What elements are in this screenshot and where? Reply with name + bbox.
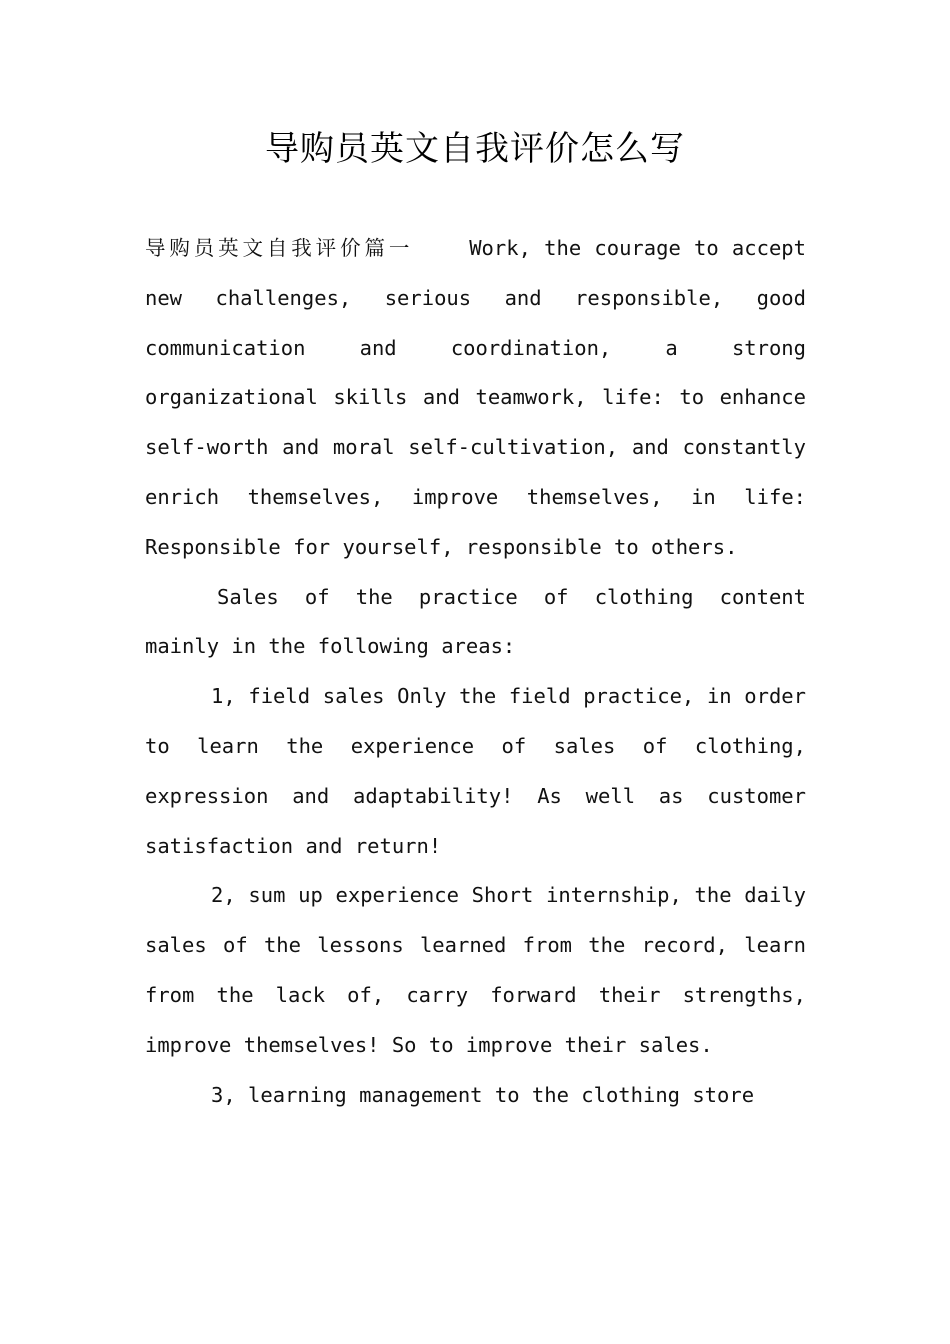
list-item-learning-management: 3, learning management to the clothing store <box>211 1082 755 1107</box>
document-title: 导购员英文自我评价怎么写 <box>265 129 685 169</box>
list-item-field-sales: 1, field sales Only the field practice, in order to learn the experience of sales of clothing, expression and adaptability! As well as customer satisfaction and return! <box>145 684 806 858</box>
document-body <box>145 224 806 1120</box>
list-item-sum-up-experience: 2, sum up experience Short internship, the daily sales of the lessons learned from the record, learn from the lack of, carry forward their strengths, improve themselves! So to improve their sales. <box>145 883 806 1057</box>
paragraph-sales-practice: Sales of the practice of clothing content mainly in the following areas: <box>145 584 806 659</box>
paragraph-text: Work, the courage to accept new challenges, serious and responsible, good communication and coordination, a strong organizational skills and teamwork, life: to enhance self-worth and moral self-cultivation, and constantly enrich themselves, improve themselves, in life: Responsible for yourself, responsible to others. <box>145 236 806 559</box>
paragraph-intro <box>145 224 806 573</box>
section-heading: 导购员英文自我评价篇一 <box>145 236 414 260</box>
